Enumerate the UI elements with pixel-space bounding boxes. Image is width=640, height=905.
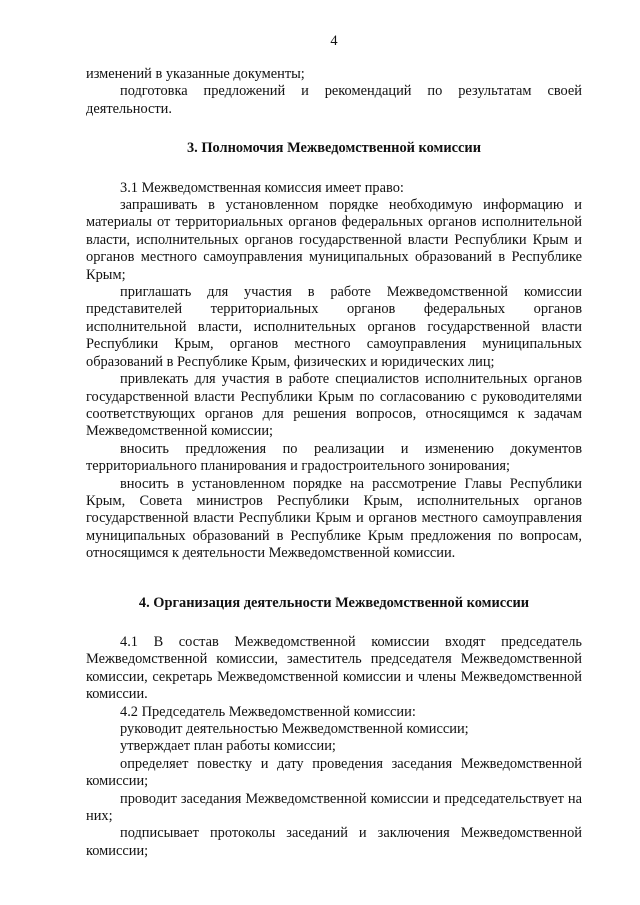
section-4-1: 4.1 В состав Межведомственной комиссии входят председатель Межведомственной комиссии, заместитель председателя Межведомственной комиссии, секретарь Межведомственной комиссии и члены Межведомственной комиссии. [86,633,582,703]
intro-line-2: подготовка предложений и рекомендаций по результатам своей деятельности. [86,83,582,117]
section-3-item-3: привлекать для участия в работе специалистов исполнительных органов государственной власти Республики Крым по согласованию с руководителями соответствующих органов для решения вопросов, относящимся к задачам Межведомственной комиссии; [86,371,582,440]
section-4-heading: 4. Организация деятельности Межведомственной комиссии [138,594,530,611]
section-3-item-1: запрашивать в установленном порядке необходимую информацию и материалы от территориальных органов федеральных органов исполнительной власти, исполнительных органов государственной власти Республики Крым и органов местного самоуправления муниципальных образований в Республике Крым; [86,197,582,283]
intro-line-1: изменений в указанные документы; [86,66,305,82]
section-4-item-1: руководит деятельностью Межведомственной комиссии; [120,721,469,737]
section-4-item-3: определяет повестку и дату проведения заседания Межведомственной комиссии; [86,755,582,790]
section-3-lead: 3.1 Межведомственная комиссия имеет право: [120,179,404,196]
section-4-item-4: проводит заседания Межведомственной комиссии и председательствует на них; [86,790,582,825]
document-body [86,66,582,860]
section-3-item-2: приглашать для участия в работе Межведомственной комиссии представителей территориальных органов федеральных органов исполнительной власти, исполнительных органов государственной власти Республики Крым, органов местного самоуправления муниципальных образований в Республике Крым, физических и юридических лиц; [86,284,582,370]
section-3-item-4: вносить предложения по реализации и изменению документов территориального планирования и градостроительного зонирования; [86,440,582,475]
section-3-item-5: вносить в установленном порядке на рассмотрение Главы Республики Крым, Совета министров Республики Крым, исполнительных органов государственной власти Республики Крым и органов местного самоуправления муниципальных образований в Республике Крым предложения по вопросам, относящимся к деятельности Межведомственной комиссии. [86,475,582,562]
section-3-heading: 3. Полномочия Межведомственной комиссии [186,140,482,157]
section-4-2: 4.2 Председатель Межведомственной комиссии: [120,703,416,720]
page-number: 4 [330,33,338,49]
section-4-item-5: подписывает протоколы заседаний и заключения Межведомственной комиссии; [86,825,582,859]
section-4-item-2: утверждает план работы комиссии; [120,738,336,755]
